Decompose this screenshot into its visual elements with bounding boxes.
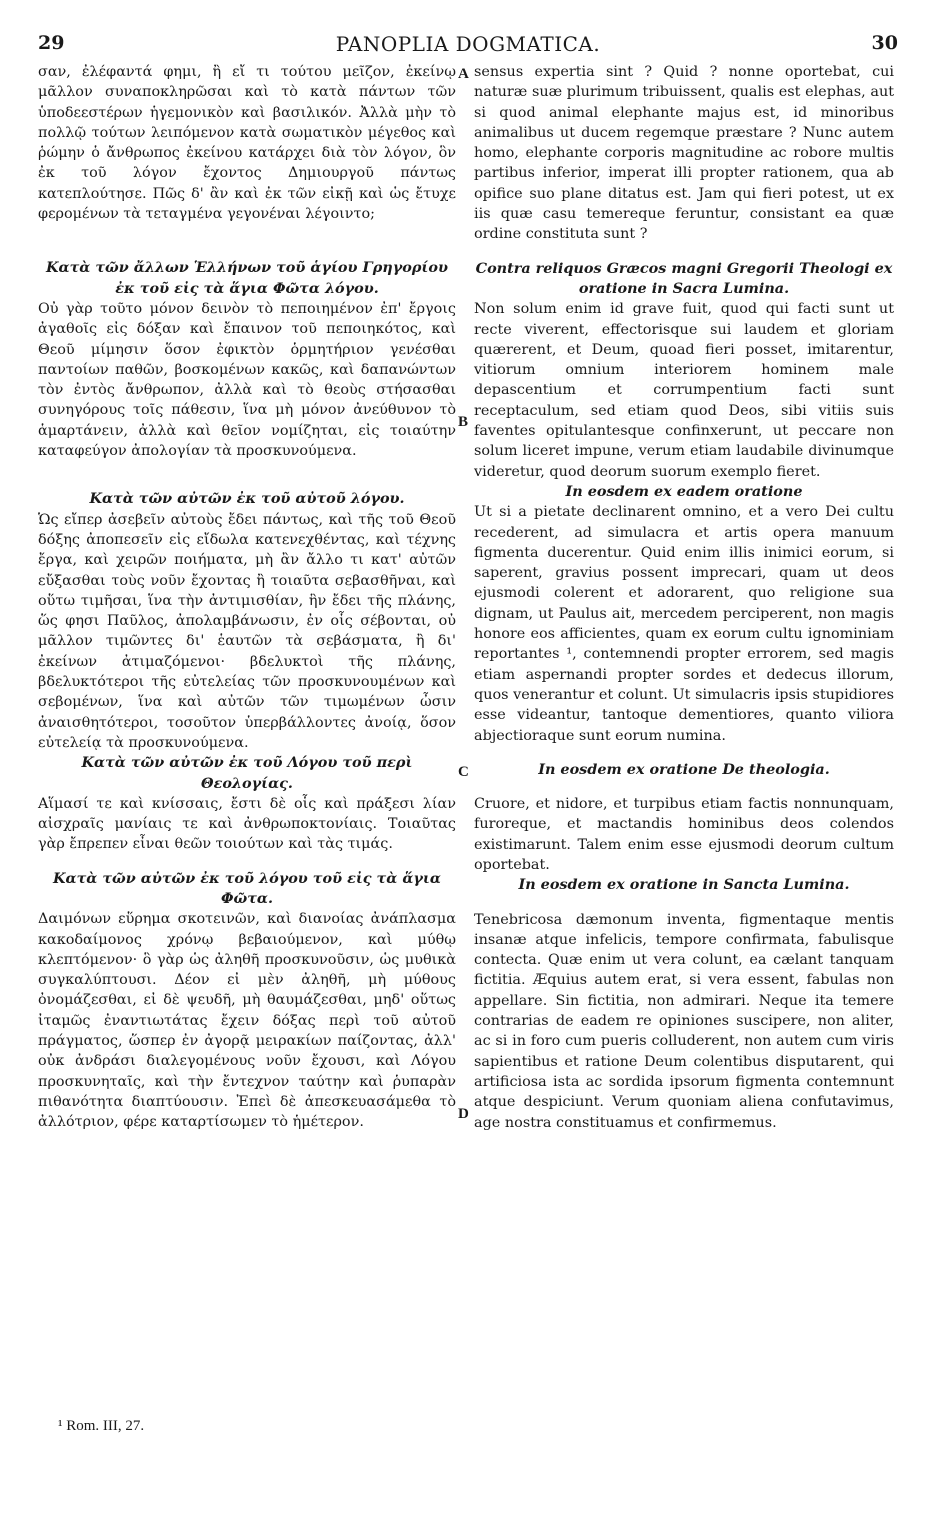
latin-paragraph-2: Non solum enim id grave fuit, quod qui facti sunt ut recte viverent, effectorisque sui laudem et gloriam quærerent, et Deum, quoad fieri posset, imitarentur, vitiorum omnium interiorem hominem male depascentium et corrumpentium facti sunt receptaculum, sed etiam quod Deos, sibi vitiis suis faventes opitulantesque confinxerunt, ut peccare non solum liceret impune, verum etiam laudabile divinumque videretur, quod deorum suorum exemplo fieret. [474, 301, 894, 480]
latin-paragraph-3: Ut si a pietate declinarent omnino, et a vero Dei cultu recederent, ad simulacra et artis opera manuum figmenta ducerentur. Quid enim illis inimici eorum, si saperent, gravius possent imprecari, quam ut deos ejusmodi colerent et adorarent, quo religione sua dignam, ut Paulus ait, mercedem perciperent, non magis honore eos afficientes, quam ex eorum cultu ignominiam reportantes ¹, contemnendi propter errorem, sed magis etiam aspernandi propter sordes et dedecus illorum, quos venerantur et colunt. Ut simulacris ipsis stupidiores esse videantur, tantoque dementiores, quanto viliora abjectioraque sunt eorum numina. [474, 504, 894, 744]
running-title: PANOPLIA DOGMATICA. [335, 32, 601, 56]
margin-marker-a: A [458, 66, 469, 82]
page-header [38, 32, 898, 62]
greek-heading-2: Κατὰ τῶν αὐτῶν ἐκ τοῦ αὐτοῦ λόγου. [89, 490, 405, 508]
latin-paragraph-5: Tenebricosa dæmonum inventa, figmentaque mentis insanæ atque infelicis, tempore confirmata, fabulisque contecta. Quæ enim ut vera colunt, ea cælant tanquam fictitia. Æquius autem erat, si vera essent, fabulas non appellare. Sin fictitia, non admirari. Neque ita temere contrarias de eadem re opiniones suscipere, non aliter, ac si in foro cum pueris colluderent, non autem cum viris sapientibus et ratione Deum colentibus disputarent, qui artificiosa ista ac sordida ipsorum figmenta contemnunt atque despiciunt. Verum quoniam aliena confutavimus, age nostra constituamus et confirmemus. [474, 911, 894, 1131]
latin-paragraph-4: Cruore, et nidore, et turpibus etiam factis nonnunquam, furoreque, et mactandis hominibus deos colendos existimarunt. Talem enim esse ejusmodi deorum cultum oportebat. [474, 796, 894, 873]
latin-heading-3: In eosdem ex oratione De theologia. [538, 760, 830, 778]
greek-paragraph-2: Οὐ γὰρ τοῦτο μόνον δεινὸν τὸ πεποιημένον ἐπ' ἔργοις ἀγαθοῖς εἰς δόξαν καὶ ἔπαινον τοῦ πεποιηκότος, καὶ Θεοῦ μίμησιν ὅσον ἐφικτὸν ὁρμητήριον γενέσθαι παντοίων παθῶν, βοσκομένων κακῶς, καὶ δαπανώντων τὸν ἐντὸς ἄνθρωπον, ἀλλὰ καὶ τὸ θεοὺς στήσασθαι συνηγόρους τοῖς πάθεσιν, ἵνα μὴ μόνον ἀνεύθυνον τὸ ἁμαρτάνειν, ἀλλὰ καὶ θεῖον νομίζηται, εἰς τοιαύτην καταφεύγον ἀπολογίαν τὰ προσκυνούμενα. [38, 300, 456, 460]
latin-heading-4: In eosdem ex oratione in Sancta Lumina. [518, 876, 850, 894]
greek-paragraph-1: σαν, ἐλέφαντά φημι, ἢ εἴ τι τούτου μεῖζον, ἐκείνῳ μᾶλλον συναποκληρῶσαι καὶ τὸ κατὰ πάντων τῶν ὑποδεεστέρων ἡγεμονικὸν καὶ βασιλικόν. Ἀλλὰ μὴν τὸ πολλῷ τούτων λειπόμενον κατὰ σωματικὸν μέγεθος καὶ ῥώμην ὁ ἄνθρωπος ἐκείνου κατάρχει διὰ τὸν λόγον, ὃν ἐκ τοῦ λόγον ἔχοντος Δημιουργοῦ πάντως κατεπλούτησε. Πῶς δ' ἂν καὶ ἐκ τῶν εἰκῇ καὶ ὡς ἔτυχε φερομένων τὰ τεταγμένα γεγονέναι λέγοιντο; [38, 64, 456, 223]
greek-paragraph-3: Ὡς εἴπερ ἀσεβεῖν αὐτοὺς ἔδει πάντως, καὶ τῆς τοῦ Θεοῦ δόξης ἀποπεσεῖν εἰς εἴδωλα κατενεχθέντας, καὶ τέχνης ἔργα, καὶ χειρῶν ποιήματα, μὴ ἂν ἄλλο τι κατ' αὐτῶν εὔξασθαι τοὺς νοῦν ἔχοντας ἢ τοιαῦτα σεβασθῆναι, καὶ οὕτω τιμῆσαι, ἵνα τὴν ἀντιμισθίαν, ἣν ἔδει τῆς πλάνης, ὥς φησι Παῦλος, ἀπολαμβάνωσιν, ἐν οἷς σέβονται, οὐ μᾶλλον τιμῶντες δι' ἑαυτῶν τὰ σεβάσματα, ἢ δι' ἐκείνων ἀτιμαζόμενοι· βδελυκτοὶ τῆς πλάνης, βδελυκτότεροι τῆς εὐτελείας τῶν προσκυνουμένων καὶ σεβομένων, ἵνα καὶ αὐτῶν τῶν τιμωμένων ὦσιν ἀναισθητότεροι, τοσοῦτον ὑπερβάλλοντες ἀνοίᾳ, ὅσον εὐτελείᾳ τὰ προσκυνούμενα. [38, 511, 456, 751]
greek-heading-1: Κατὰ τῶν ἄλλων Ἑλλήνων τοῦ ἁγίου Γρηγορίου ἐκ τοῦ εἰς τὰ ἅγια Φῶτα λόγου. [46, 259, 448, 297]
latin-column [474, 62, 894, 1133]
margin-marker-b: B [458, 414, 469, 430]
greek-heading-3: Κατὰ τῶν αὐτῶν ἐκ τοῦ Λόγου τοῦ περὶ Θεολογίας. [81, 754, 413, 792]
latin-paragraph-1: sensus expertia sint ? Quid ? nonne oportebat, cui naturæ suæ plurimum tribuissent, qualis est elephas, aut si quod animal elephante majus est, id minoribus animalibus ut ducem regemque præstare ? Nunc autem homo, elephante corporis magnitudine ac robore multis partibus inferior, imperat illi propter rationem, qua ab opifice suo plane ditatus est. Jam qui fieri potest, ut ex iis quæ casu temereque feruntur, consistant ea quæ ordine constituta sunt ? [474, 64, 894, 243]
footnote: ¹ Rom. III, 27. [58, 1418, 145, 1434]
latin-heading-1: Contra reliquos Græcos magni Gregorii Theologi ex oratione in Sacra Lumina. [475, 259, 893, 297]
greek-heading-4: Κατὰ τῶν αὐτῶν ἐκ τοῦ λόγου τοῦ εἰς τὰ ἅγια Φῶτα. [53, 869, 441, 907]
page-number-right: 30 [871, 32, 898, 54]
margin-marker-c: C [458, 764, 469, 780]
greek-paragraph-5: Δαιμόνων εὕρημα σκοτεινῶν, καὶ διανοίας ἀνάπλασμα κακοδαίμονος χρόνῳ βεβαιούμενον, καὶ μύθῳ κλεπτόμενον· ὃ γὰρ ὡς ἀληθῆ προσκυνοῦσιν, ὡς μυθικὰ συγκαλύπτουσι. Δέον εἰ μὲν ἀληθῆ, μὴ μύθους ὀνομάζεσθαι, εἰ δὲ ψευδῆ, μὴ θαυμάζεσθαι, μηδ' οὕτως ἰταμῶς ἐναντιωτάτας ἔχειν δόξας περὶ τοῦ αὐτοῦ πράγματος, ὥσπερ ἐν ἀγορᾷ μειρακίων παίζοντας, ἀλλ' οὐκ ἀνδράσι διαλεγομένους νοῦν ἔχουσι, καὶ Λόγου προσκυνηταῖς, καὶ τὴν ἔντεχνον ταύτην καὶ ῥυπαρὰν πιθανότητα διαπτύουσιν. Ἐπεὶ δὲ ἀπεσκευασάμεθα τὸ ἀλλότριον, φέρε καταρτίσωμεν τὸ ἡμέτερον. [38, 911, 456, 1131]
latin-heading-2: In eosdem ex eadem oratione [565, 482, 803, 500]
page-number-left: 29 [38, 32, 65, 54]
margin-marker-d: D [458, 1106, 469, 1122]
greek-paragraph-4: Αἵμασί τε καὶ κνίσσαις, ἔστι δὲ οἷς καὶ πράξεσι λίαν αἰσχραῖς μανίαις τε καὶ ἀνθρωποκτονίαις. Τοιαῦτας γὰρ ἔπρεπεν εἶναι θεῶν τοιούτων καὶ τὰς τιμάς. [38, 795, 456, 853]
greek-column [38, 62, 456, 1133]
